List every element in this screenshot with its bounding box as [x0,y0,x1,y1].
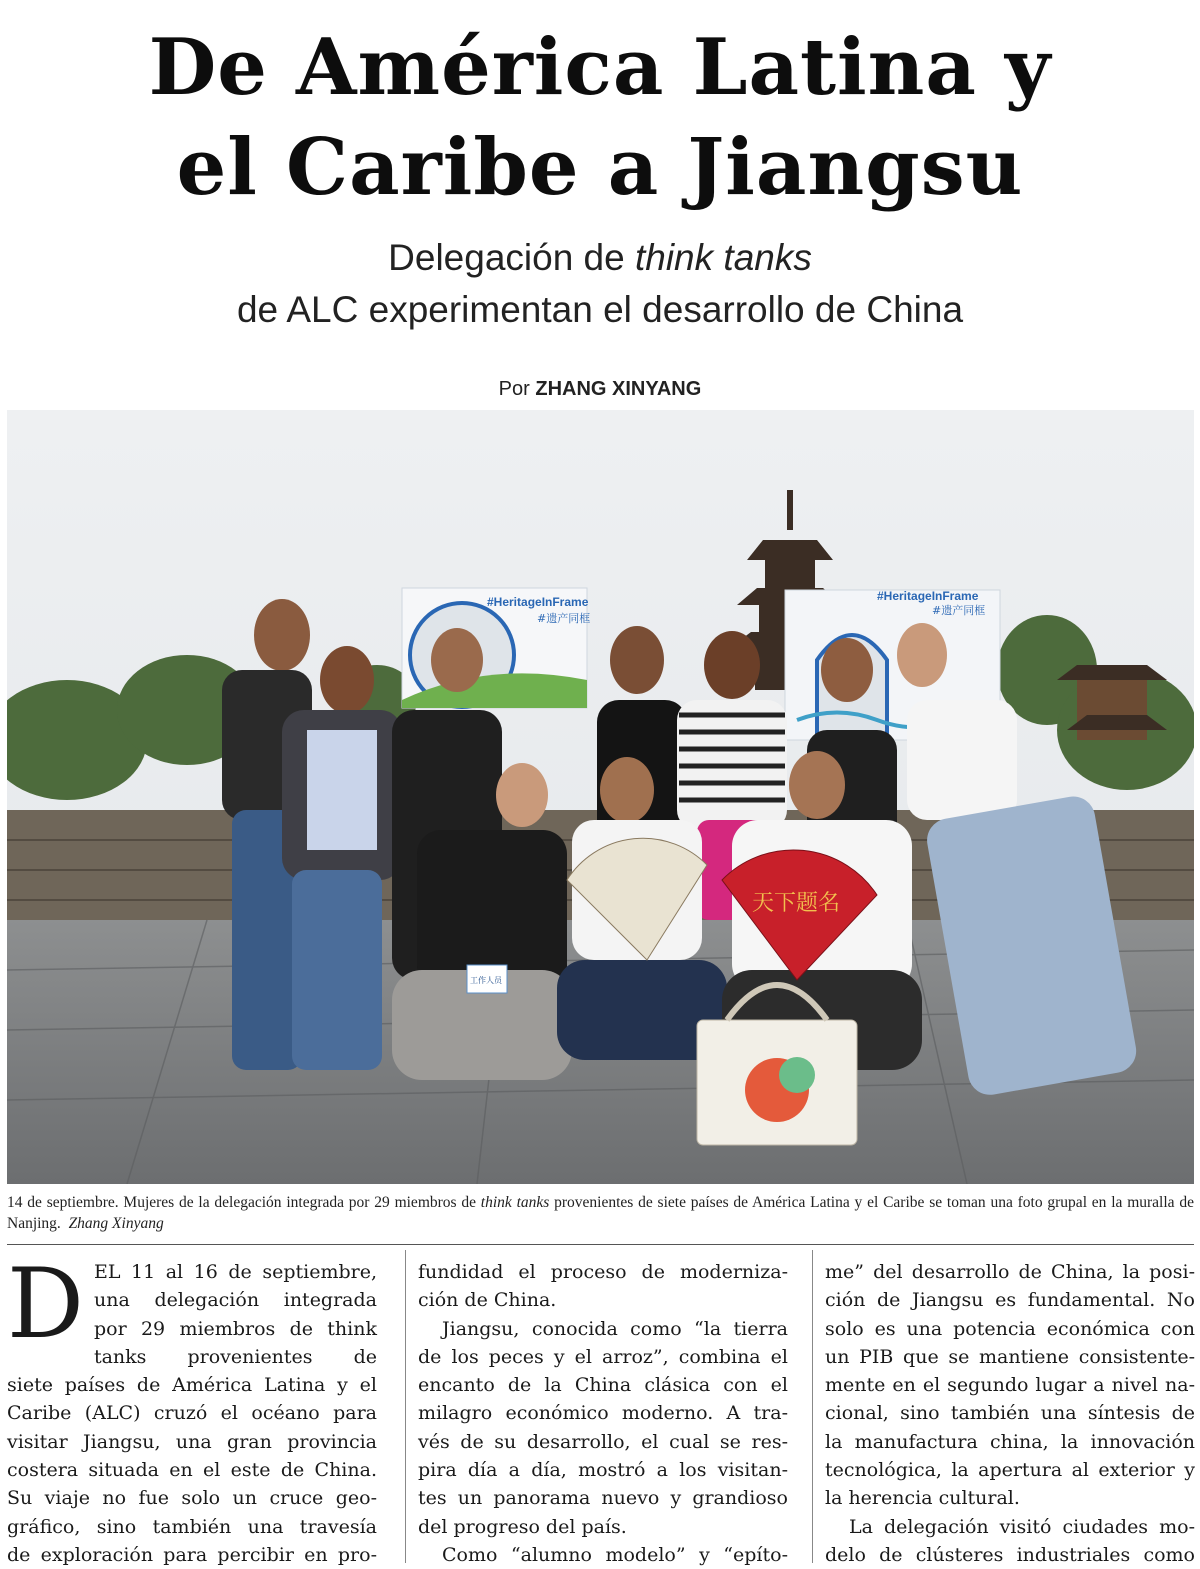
subtitle-line-1 [0,232,1200,284]
column-divider-1 [405,1250,406,1563]
subtitle-italic: think tanks [634,237,812,278]
col3-line: tecnológica, la apertura al exterior y [825,1459,1195,1482]
col1-line: Caribe (ALC) cruzó el océano para [7,1402,377,1425]
group-photo [7,410,1194,1184]
heritage-frame-left [402,588,590,708]
col2-line: vés de su desarrollo, el cual se res- [418,1430,788,1453]
col1-line: una delegación integrada [93,1289,377,1312]
col2-line: fundidad el proceso de moderniza- [418,1261,788,1283]
byline [0,378,1200,401]
col1-line: visitar Jiangsu, una gran provincia [7,1430,377,1453]
headline [0,18,1200,218]
frame-right-zh: #遗产同框 [932,604,986,617]
fan-text: 天下题名 [752,891,841,916]
col1-line: por 29 miembros de think [93,1317,377,1340]
col3-line: un PIB que se mantiene consistente- [825,1345,1195,1368]
col2-line: Como “alumno modelo” y “epíto- [442,1543,788,1566]
col2-line: encanto de la China clásica con el [418,1374,788,1397]
col1-line: siete países de América Latina y el [7,1374,377,1397]
caption-part-1: 14 de septiembre. Mujeres de la delegación integrada por 29 miembros de [7,1194,481,1211]
col1-line: Su viaje no fue solo un cruce geo- [7,1487,377,1510]
col3-line: ción de Jiangsu es fundamental. No [825,1289,1195,1312]
article-column-1 [7,1248,377,1569]
byline-author: ZHANG XINYANG [535,378,702,400]
subtitle-line-2: de ALC experimentan el desarrollo de China [236,289,964,330]
col1-line: de exploración para percibir en pro- [7,1543,377,1566]
subtitle [0,232,1200,336]
headline-line-1: De América Latina y [148,22,1052,113]
caption-rule [7,1244,1194,1245]
column-divider-2 [812,1250,813,1563]
byline-prefix: Por [498,378,536,400]
col2-line: pira día a día, mostró a los visitan- [418,1459,788,1482]
caption-credit: Zhang Xinyang [68,1215,164,1232]
col3-line: mente en el segundo lugar a nivel na- [825,1374,1195,1397]
col1-line: EL 11 al 16 de septiembre, [93,1261,377,1283]
frame-left-zh: #遗产同框 [537,612,591,625]
col2-line: tes un panorama nuevo y grandioso [418,1487,788,1510]
article-column-2 [418,1258,788,1569]
caption-italic: think tanks [480,1194,550,1211]
group-photo-illustration [7,410,1194,1184]
caption-part-2: provenientes de siete países de América Latina y el Caribe se toman una foto grupal en la muralla de Nanjing. [7,1194,1194,1232]
col2-line: de los peces y el arroz”, combina el [418,1345,788,1368]
col3-line: cional, sino también una síntesis de [825,1402,1195,1425]
col3-line: delo de clústeres industriales como [825,1543,1195,1566]
subtitle-prefix: Delegación de [388,237,635,278]
col2-line: Jiangsu, conocida como “la tierra [442,1317,788,1340]
frame-right-en: #HeritageInFrame [877,589,979,603]
dropcap: D [7,1248,84,1360]
headline-line-2: el Caribe a Jiangsu [176,122,1024,213]
col3-line: la manufactura china, la innovación [825,1430,1195,1453]
col3-line: me” del desarrollo de China, la posi- [825,1261,1195,1283]
badge-text: 工作人员 [470,976,502,985]
article-column-3 [825,1258,1195,1569]
col2-line: del progreso del país. [418,1515,627,1538]
col1-line: tanks provenientes de [93,1345,377,1368]
col2-line: milagro económico moderno. A tra- [418,1402,788,1425]
col3-line: la herencia cultural. [825,1487,1020,1510]
col3-line: La delegación visitó ciudades mo- [849,1515,1195,1538]
col3-line: solo es una potencia económica con [825,1317,1195,1340]
photo-caption [7,1192,1194,1234]
col2-line: ción de China. [418,1289,557,1312]
col1-line: costera situada en el este de China. [7,1459,377,1482]
frame-left-en: #HeritageInFrame [487,595,589,609]
col1-line: gráfico, sino también una travesía [7,1515,377,1538]
